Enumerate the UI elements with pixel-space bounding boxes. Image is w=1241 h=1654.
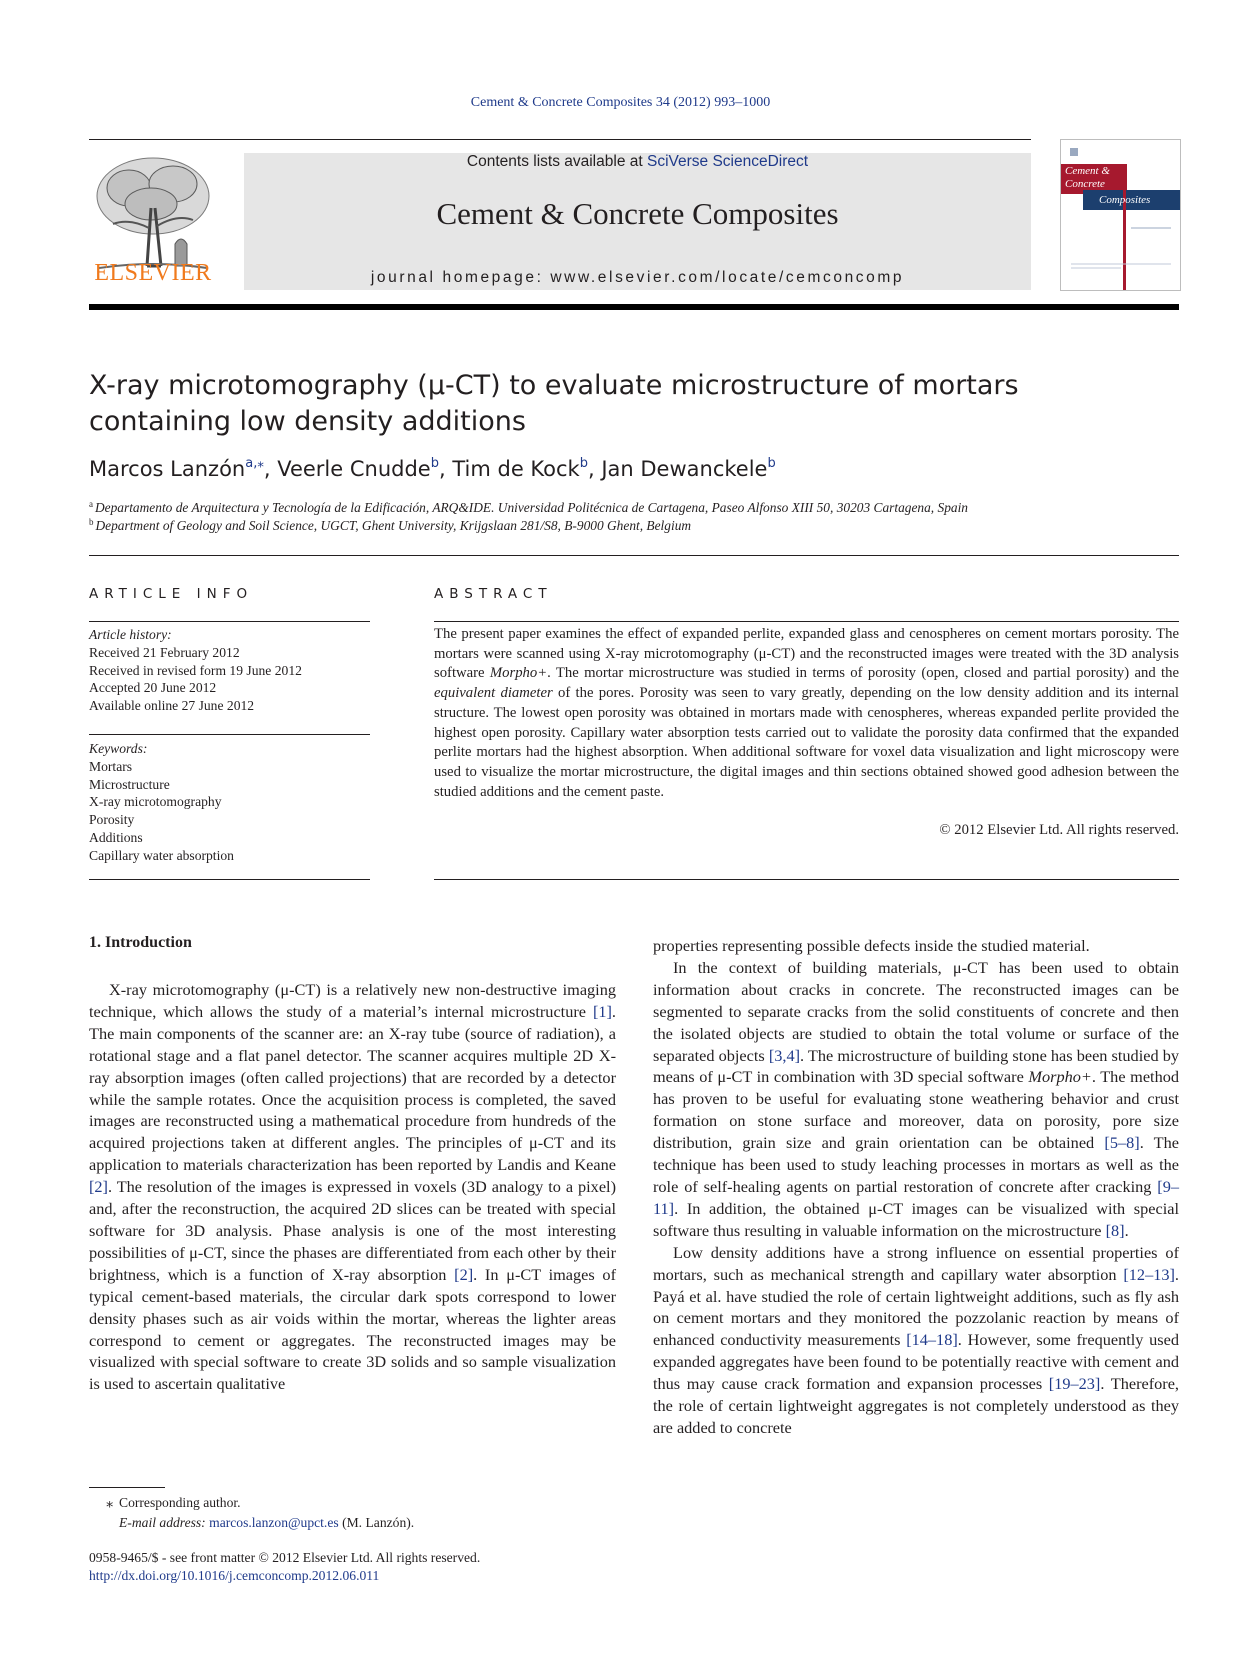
reference-link[interactable]: [8]	[1105, 1220, 1125, 1240]
abstract-segment: . The mortar microstructure was studied in terms of porosity (open, closed and partial porosity) and the	[547, 665, 1179, 682]
text-segment: In the context of building materials, μ-CT has been used to obtain information about cracks in concrete. The reconstructed images can be segmented to separate cracks from the solid constituents of concrete and then the isolated objects are studied to obtain the total volume or surface of the separated objects	[653, 957, 1179, 1065]
keyword-item: Additions	[89, 829, 143, 845]
cover-title-3: Composites	[1099, 194, 1151, 206]
abstract-bottom-rule	[434, 879, 1179, 880]
intro-paragraph-1-continued: properties representing possible defects inside the studied material.	[653, 936, 1090, 955]
footnote-star: ⁎	[106, 1495, 113, 1510]
affiliation-rule	[89, 555, 1179, 556]
right-column	[653, 935, 1179, 1439]
reference-link[interactable]: [12–13]	[1123, 1264, 1175, 1284]
article-title	[89, 368, 1089, 440]
contents-prefix: Contents lists available at	[466, 153, 647, 170]
journal-title: Cement & Concrete Composites	[436, 196, 839, 231]
author-affiliation-mark[interactable]: b	[579, 456, 588, 471]
intro-paragraph-2	[653, 957, 1179, 1242]
keywords-block	[89, 740, 369, 865]
section-heading-introduction: 1. Introduction	[89, 934, 192, 951]
author-name: Tim de Kock	[452, 457, 580, 481]
reference-link[interactable]: [14–18]	[906, 1330, 958, 1350]
left-column	[89, 979, 616, 1395]
front-matter-line: 0958-9465/$ - see front matter © 2012 Elsevier Ltd. All rights reserved.	[89, 1550, 481, 1565]
software-name: Morpho+	[1028, 1067, 1092, 1087]
affiliation-b	[89, 517, 1189, 534]
keywords-rule	[89, 734, 370, 735]
reference-link[interactable]: [5–8]	[1104, 1133, 1140, 1153]
affiliation-mark: b	[89, 517, 94, 527]
header-top-rule	[89, 139, 1031, 140]
history-online: Available online 27 June 2012	[89, 698, 255, 714]
text-segment: . Therefore, the role of certain lightweight aggregates is not completely understood as they are added to concrete	[653, 1374, 1179, 1437]
sciencedirect-link[interactable]: SciVerse ScienceDirect	[646, 153, 809, 170]
corresponding-author-note	[89, 1495, 241, 1511]
article-info-rule	[89, 621, 370, 622]
affiliation-a	[89, 499, 1189, 516]
author-affiliation-mark[interactable]: b	[430, 456, 439, 471]
author-separator: ,	[438, 457, 453, 481]
text-segment: .	[1124, 1220, 1129, 1240]
affiliation-text: Department of Geology and Soil Science, UGCT, Ghent University, Krijgslaan 281/S8, B-9000 Ghent, Belgium	[95, 518, 692, 533]
abstract-copyright: © 2012 Elsevier Ltd. All rights reserved.	[939, 822, 1179, 838]
journal-cover-thumbnail	[1060, 139, 1181, 291]
article-history	[89, 626, 369, 715]
author-name: Marcos Lanzón	[89, 457, 246, 481]
abstract-label: ABSTRACT	[434, 586, 553, 602]
article-info-label: ARTICLE INFO	[89, 586, 254, 602]
keyword-item: Porosity	[89, 812, 135, 828]
text-segment: . In addition, the obtained μ-CT images can be visualized with special software thus resulting in valuable information on the microstructure	[653, 1198, 1179, 1240]
affiliation-mark: a	[89, 499, 93, 509]
doi-link[interactable]: http://dx.doi.org/10.1016/j.cemconcomp.2012.06.011	[89, 1568, 380, 1583]
publisher-name: ELSEVIER	[94, 260, 212, 286]
history-revised: Received in revised form 19 June 2012	[89, 662, 302, 678]
header-thick-rule	[89, 304, 1179, 310]
article-info-bottom-rule	[89, 879, 370, 880]
author-separator: ,	[263, 457, 278, 481]
reference-link[interactable]: [2]	[454, 1264, 474, 1284]
footnote-rule	[89, 1487, 165, 1488]
reference-link[interactable]: [9–11]	[653, 1176, 1179, 1218]
reference-link[interactable]: [1]	[592, 1001, 612, 1021]
keyword-item: Capillary water absorption	[89, 847, 234, 863]
reference-link[interactable]: [2]	[89, 1177, 108, 1197]
abstract-software-name: Morpho+	[489, 665, 548, 682]
cover-title-2: Concrete	[1065, 178, 1105, 190]
cover-graphic-icon	[1061, 140, 1180, 290]
text-segment: . The microstructure of building stone has been studied by means of μ-CT in combination with 3D special software	[653, 1045, 1179, 1087]
author-separator: ,	[587, 457, 602, 481]
text-segment: . The resolution of the images is expressed in voxels (3D analogy to a pixel) and, after the reconstruction, the acquired 2D slices can be treated with special software for 3D analysis. Phase analysis is one of the most interesting possibilities of μ-CT, since the phases are differentiated from each other by their brightness, which is a function of X-ray absorption	[89, 1177, 616, 1284]
elsevier-logo	[89, 148, 217, 294]
abstract-segment: The present paper examines the effect of expanded perlite, expanded glass and cenospheres on cement mortars porosity. The mortars were scanned using X-ray microtomography (μ-CT) and the reconstructed images were treated with the 3D analysis software	[434, 626, 1179, 682]
contents-line	[244, 153, 1031, 171]
author-name: Jan Dewanckele	[601, 457, 768, 481]
text-segment: . However, some frequently used expanded aggregates have been found to be potentially reactive with cement and thus may cause crack formation and expansion processes	[653, 1330, 1180, 1394]
text-segment: . The method has proven to be useful for evaluating stone weathering behavior and crust formation on stone surface and moreover, data on porosity, pore size distribution, grain size and grain orientation can be obtained	[653, 1067, 1179, 1153]
keywords-heading: Keywords:	[89, 741, 148, 756]
article-title-line2: containing low density additions	[89, 406, 526, 437]
abstract-rule	[434, 621, 1179, 622]
article-title-line1: X-ray microtomography (μ-CT) to evaluate microstructure of mortars	[89, 370, 1019, 401]
intro-paragraph-1	[89, 979, 616, 1395]
abstract-text	[434, 625, 1179, 802]
reference-link[interactable]: [3,4]	[768, 1045, 801, 1065]
text-segment: . Payá et al. have studied the role of certain lightweight additions, such as fly ash on cement mortars and they monitored the pozzolanic reaction by means of enhanced conductivity measurements	[653, 1264, 1179, 1350]
reference-link[interactable]: [19–23]	[1048, 1374, 1101, 1394]
affiliation-text: Departamento de Arquitectura y Tecnología de la Edificación, ARQ&IDE. Universidad Politécnica de Cartagena, Paseo Alfonso XIII 50, 30203 Cartagena, Spain	[95, 500, 968, 515]
abstract-emphasis: equivalent diameter	[434, 685, 553, 702]
email-label: E-mail address:	[119, 1515, 210, 1530]
email-link[interactable]: marcos.lanzon@upct.es	[209, 1515, 339, 1530]
keyword-item: X-ray microtomography	[89, 794, 222, 810]
cover-title-1: Cement &	[1065, 165, 1110, 177]
email-suffix: (M. Lanzón).	[338, 1515, 415, 1530]
history-received: Received 21 February 2012	[89, 644, 240, 660]
journal-homepage[interactable]: journal homepage: www.elsevier.com/locate/cemconcomp	[370, 269, 905, 286]
author-list	[89, 456, 1089, 481]
intro-paragraph-3	[653, 1242, 1179, 1439]
journal-banner	[244, 153, 1031, 290]
history-accepted: Accepted 20 June 2012	[89, 680, 217, 696]
keyword-item: Microstructure	[89, 776, 170, 792]
keyword-item: Mortars	[89, 758, 133, 774]
corresponding-author-label: Corresponding author.	[119, 1495, 241, 1510]
email-note	[119, 1515, 414, 1531]
text-segment: X-ray microtomography (μ-CT) is a relatively new non-destructive imaging technique, which allows the study of a material’s internal microstructure	[89, 980, 616, 1021]
abstract-segment: of the pores. Porosity was seen to vary greatly, depending on the low density addition and its internal structure. The lowest open porosity was obtained in mortars made with cenospheres, whereas expanded perlite provided the highest open porosity. Capillary water absorption tests carried out to validate the porosity data confirmed that the expanded perlite mortars had the highest absorption. When additional software for voxel data visualization and light microscopy were used to visualize the mortar microstructure, the digital images and thin sections obtained showed good adhesion between the studied additions and the cement paste.	[434, 685, 1179, 800]
journal-citation[interactable]: Cement & Concrete Composites 34 (2012) 993–1000	[470, 95, 771, 110]
author-name: Veerle Cnudde	[277, 457, 431, 481]
article-history-heading: Article history:	[89, 627, 172, 642]
text-segment: . In μ-CT images of typical cement-based materials, the circular dark spots correspond to lower density phases such as air voids within the mortar, whereas the lighter areas correspond to cement or aggregates. The reconstructed images may be visualized with special software to create 3D solids and so sample visualization is used to ascertain qualitative	[89, 1264, 616, 1394]
text-segment: . The main components of the scanner are: an X-ray tube (source of radiation), a rotational stage and a flat panel detector. The scanner acquires multiple 2D X-ray absorption images (often called projections) that are recorded by a detector while the sample rotates. Once the acquisition process is completed, the saved images are reconstructed using a mathematical procedure from hundreds of the acquired projections taken at different angles. The principles of μ-CT and its application to materials characterization has been reported by Landis and Keane	[89, 1001, 616, 1175]
text-segment: . The technique has been used to study leaching processes in mortars as well as the role of self-healing agents on partial restoration of concrete after cracking	[653, 1133, 1179, 1196]
author-affiliation-mark[interactable]: a,⁎	[245, 456, 264, 471]
author-affiliation-mark[interactable]: b	[767, 456, 776, 471]
text-segment: Low density additions have a strong influence on essential properties of mortars, such as mechanical strength and capillary water absorption	[653, 1242, 1179, 1284]
